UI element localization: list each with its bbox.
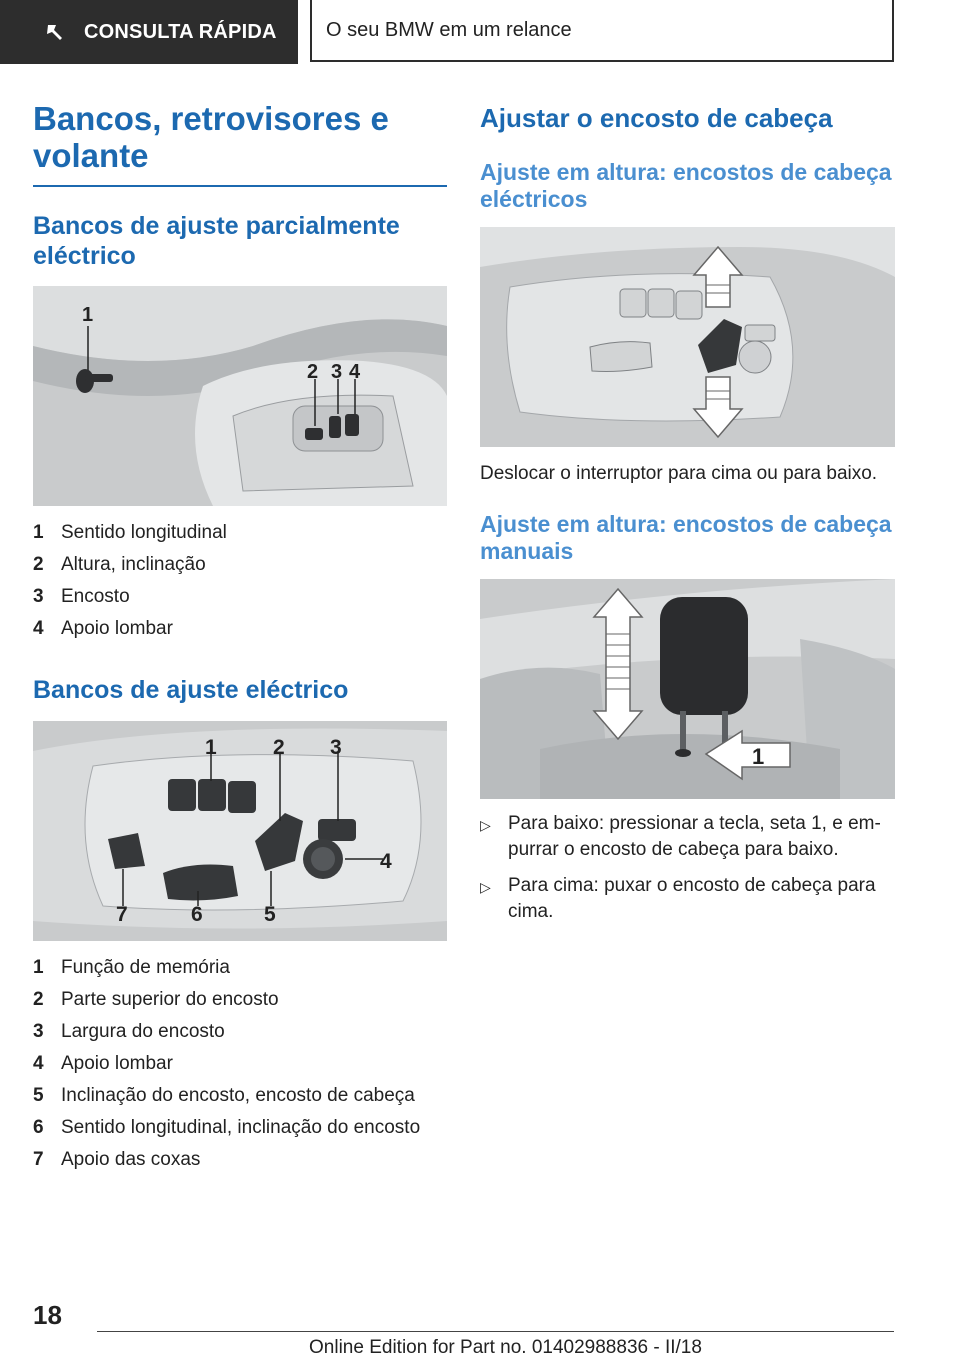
legend-number: 1 bbox=[33, 522, 44, 543]
electric-headrest-instruction: Deslocar o interruptor para cima ou para baixo. bbox=[480, 463, 878, 484]
right-column bbox=[480, 100, 895, 935]
legend-text: Inclinação do encosto, encosto de cabeça bbox=[61, 1085, 415, 1106]
page-title: Bancos, retrovisores e volante bbox=[33, 100, 389, 174]
step-text: Para baixo: pressionar a tecla, seta 1, e em-purrar o encosto de cabeça para baixo. bbox=[508, 813, 881, 860]
legend-item bbox=[33, 1016, 447, 1048]
legend-number: 7 bbox=[33, 1149, 44, 1170]
callout-7: 7 bbox=[116, 903, 128, 926]
callout-2: 2 bbox=[273, 736, 285, 759]
legend-item bbox=[33, 1112, 447, 1144]
legend-number: 2 bbox=[33, 989, 44, 1010]
legend-item bbox=[33, 952, 447, 984]
subheading-manual-headrest: Ajuste em altura: encostos de cabeça manuais bbox=[480, 511, 892, 564]
list-item bbox=[480, 811, 895, 863]
legend-text: Sentido longitudinal bbox=[61, 522, 227, 543]
section-heading-electric: Bancos de ajuste eléctrico bbox=[33, 676, 349, 704]
callout-3: 3 bbox=[331, 361, 343, 383]
legend-text: Altura, inclinação bbox=[61, 554, 206, 575]
chapter-tab-label: CONSULTA RÁPIDA bbox=[84, 20, 277, 43]
partial-electric-seat-illustration bbox=[33, 286, 447, 506]
electric-headrest-switch-illustration bbox=[480, 227, 895, 447]
callout-4: 4 bbox=[349, 361, 361, 383]
legend-text: Sentido longitudinal, inclinação do encosto bbox=[61, 1117, 421, 1138]
legend-text: Função de memória bbox=[61, 957, 230, 978]
legend-partial-electric bbox=[33, 517, 447, 645]
legend-item bbox=[33, 549, 447, 581]
legend-number: 3 bbox=[33, 586, 44, 607]
page-number: 18 bbox=[33, 1300, 62, 1330]
legend-text: Apoio lombar bbox=[61, 1053, 173, 1074]
manual-headrest-illustration bbox=[480, 579, 895, 799]
callout-1: 1 bbox=[752, 744, 765, 769]
legend-text: Encosto bbox=[61, 586, 130, 607]
legend-number: 4 bbox=[33, 618, 44, 639]
title-rule bbox=[33, 185, 447, 187]
legend-number: 5 bbox=[33, 1085, 44, 1106]
callout-6: 6 bbox=[191, 903, 203, 926]
legend-text: Apoio lombar bbox=[61, 618, 173, 639]
callout-4: 4 bbox=[380, 850, 392, 873]
triangle-bullet-icon: ▷ bbox=[480, 879, 491, 895]
callout-1: 1 bbox=[82, 304, 94, 326]
legend-number: 1 bbox=[33, 957, 44, 978]
callout-5: 5 bbox=[264, 903, 276, 926]
triangle-bullet-icon: ▷ bbox=[480, 817, 491, 833]
legend-text: Apoio das coxas bbox=[61, 1149, 201, 1170]
legend-item bbox=[33, 1144, 447, 1176]
legend-number: 4 bbox=[33, 1053, 44, 1074]
manual-headrest-steps bbox=[480, 811, 895, 925]
legend-item bbox=[33, 984, 447, 1016]
legend-number: 6 bbox=[33, 1117, 44, 1138]
electric-seat-controls-illustration bbox=[33, 721, 447, 941]
legend-item bbox=[33, 581, 447, 613]
section-heading-partial-electric: Bancos de ajuste parcialmente eléctrico bbox=[33, 212, 400, 270]
legend-text: Largura do encosto bbox=[61, 1021, 225, 1042]
chapter-tab[interactable] bbox=[0, 0, 298, 64]
callout-2: 2 bbox=[307, 361, 319, 383]
edition-footer: Online Edition for Part no. 01402988836 - II/18 bbox=[309, 1337, 702, 1358]
section-header bbox=[310, 0, 894, 62]
footer-rule bbox=[97, 1331, 894, 1332]
legend-item bbox=[33, 1048, 447, 1080]
legend-number: 2 bbox=[33, 554, 44, 575]
section-header-title: O seu BMW em um relance bbox=[326, 18, 572, 41]
subheading-electric-headrest: Ajuste em altura: encostos de cabeça eléctricos bbox=[480, 159, 892, 212]
legend-item bbox=[33, 517, 447, 549]
left-column bbox=[33, 100, 447, 1176]
pin-icon bbox=[42, 18, 70, 46]
legend-item bbox=[33, 613, 447, 645]
callout-1: 1 bbox=[205, 736, 217, 759]
list-item bbox=[480, 873, 895, 925]
legend-item bbox=[33, 1080, 447, 1112]
legend-electric bbox=[33, 952, 447, 1176]
callout-3: 3 bbox=[330, 736, 342, 759]
legend-number: 3 bbox=[33, 1021, 44, 1042]
step-text: Para cima: puxar o encosto de cabeça para cima. bbox=[508, 875, 876, 922]
section-heading-headrest: Ajustar o encosto de cabeça bbox=[480, 103, 833, 133]
legend-text: Parte superior do encosto bbox=[61, 989, 279, 1010]
